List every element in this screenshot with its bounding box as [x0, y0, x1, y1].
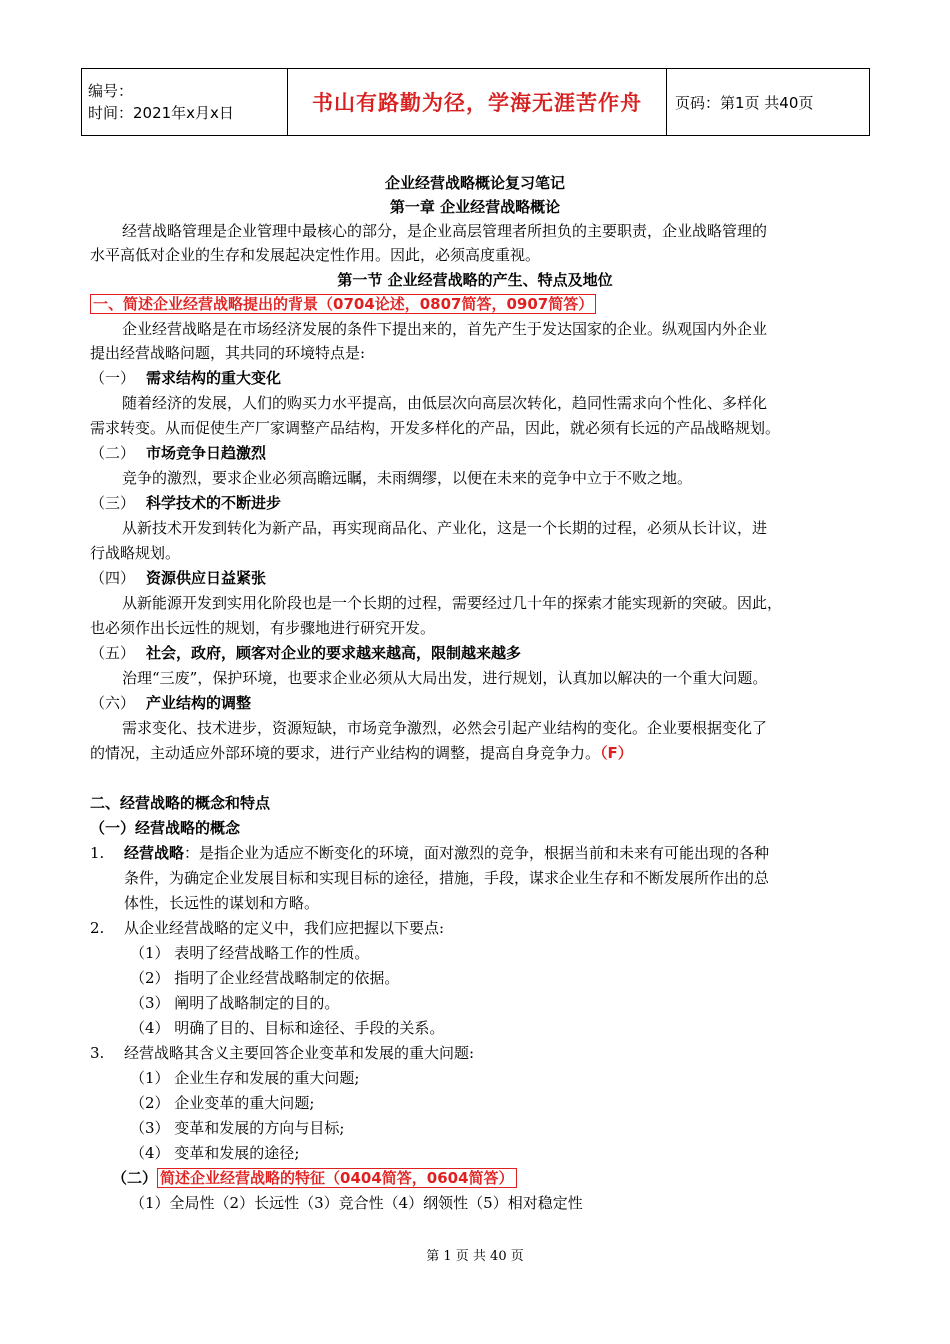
time-label: 时间：2021年x月x日: [88, 104, 234, 122]
answer-mark: （F）: [600, 744, 633, 762]
doc-title: 企业经营战略概论复习笔记: [384, 174, 565, 192]
subsection-3-number: （三）: [90, 494, 136, 512]
item-3-point-1: （1） 企业生存和发展的重大问题;: [130, 1069, 360, 1087]
item-1-definition: ：是指企业为适应不断变化的环境，面对激烈的竞争，根据当前和未来有可能出现的各种: [184, 844, 770, 862]
subsection-1-line-1: 随着经济的发展，人们的购买力水平提高，由低层次向高层次转化，趋同性需求向个性化、多样化: [122, 394, 768, 412]
item-1-term: 经营战略: [124, 844, 185, 862]
paragraph-1-line-1: 企业经营战略是在市场经济发展的条件下提出来的，首先产生于发达国家的企业。纵观国内外企业: [122, 320, 768, 338]
question-2-sub-1: （一）经营战略的概念: [90, 819, 241, 837]
intro-line-2: 水平高低对企业的生存和发展起决定性作用。因此，必须高度重视。: [90, 246, 541, 264]
features-list: （1）全局性（2）长远性（3）竞合性（4）纲领性（5）相对稳定性: [130, 1194, 583, 1212]
subsection-1-number: （一）: [90, 369, 136, 387]
item-2-point-1: （1） 表明了经营战略工作的性质。: [130, 944, 370, 962]
item-3-point-4: （4） 变革和发展的途径;: [130, 1144, 300, 1162]
item-2-number: 2.: [90, 919, 105, 937]
subsection-3-title: 科学技术的不断进步: [146, 494, 282, 512]
header-motto: 书山有路勤为径，学海无涯苦作舟: [288, 69, 667, 136]
subsection-5-title: 社会，政府，顾客对企业的要求越来越高，限制越来越多: [146, 644, 522, 662]
question-2-heading: 二、经营战略的概念和特点: [90, 794, 271, 812]
subsection-1-title: 需求结构的重大变化: [146, 369, 282, 387]
subsection-2-title: 市场竞争日趋激烈: [146, 444, 267, 462]
chapter-title: 第一章 企业经营战略概论: [389, 198, 561, 216]
subsection-4-line-2: 也必须作出长远性的规划，有步骤地进行研究开发。: [90, 619, 436, 637]
item-1-line-3: 体性，长远性的谋划和方略。: [124, 894, 320, 912]
subsection-5-number: （五）: [90, 644, 136, 662]
subsection-6-line-2-text: 的情况，主动适应外部环境的要求，进行产业结构的调整，提高自身竞争力。: [90, 744, 601, 762]
subsection-3-line-2: 行战略规划。: [90, 544, 181, 562]
section-title: 第一节 企业经营战略的产生、特点及地位: [337, 271, 613, 289]
question-2-sub-2: [112, 1166, 517, 1190]
header-meta: [82, 69, 288, 136]
question-2-sub-2-number: （二）: [112, 1169, 158, 1187]
subsection-2-number: （二）: [90, 444, 136, 462]
item-3-number: 3.: [90, 1044, 105, 1062]
intro-line-1: 经营战略管理是企业管理中最核心的部分，是企业高层管理者所担负的主要职责，企业战略管理的: [122, 222, 768, 240]
item-2-text: 从企业经营战略的定义中，我们应把握以下要点:: [124, 919, 445, 937]
paragraph-1-line-2: 提出经营战略问题，其共同的环境特点是:: [90, 344, 366, 362]
header-table: [81, 68, 870, 136]
item-2-point-2: （2） 指明了企业经营战略制定的依据。: [130, 969, 400, 987]
subsection-2-line-1: 竞争的激烈，要求企业必须高瞻远瞩，未雨绸缪，以便在未来的竞争中立于不败之地。: [122, 469, 693, 487]
question-1-heading: [90, 292, 596, 316]
subsection-6-number: （六）: [90, 694, 136, 712]
subsection-4-title: 资源供应日益紧张: [146, 569, 267, 587]
item-3-text: 经营战略其含义主要回答企业变革和发展的重大问题:: [124, 1044, 475, 1062]
question-2-sub-2-title: 简述企业经营战略的特征（0404简答，0604简答）: [157, 1168, 517, 1188]
subsection-4-line-1: 从新能源开发到实用化阶段也是一个长期的过程，需要经过几十年的探索才能实现新的突破。因此，: [122, 594, 783, 612]
subsection-5-line-1: 治理“三废”，保护环境，也要求企业必须从大局出发，进行规划，认真加以解决的一个重大问题。: [122, 669, 768, 687]
page-footer: 第 1 页 共 40 页: [426, 1249, 524, 1264]
subsection-6-line-1: 需求变化、技术进步，资源短缺，市场竞争激烈，必然会引起产业结构的变化。企业要根据变化了: [122, 719, 768, 737]
item-3-point-3: （3） 变革和发展的方向与目标;: [130, 1119, 345, 1137]
subsection-3-line-1: 从新技术开发到转化为新产品，再实现商品化、产业化，这是一个长期的过程，必须从长计议，进: [122, 519, 768, 537]
number-label: 编号：: [88, 82, 134, 100]
item-2-point-3: （3） 阐明了战略制定的目的。: [130, 994, 340, 1012]
item-1-line-2: 条件，为确定企业发展目标和实现目标的途径，措施，手段，谋求企业生存和不断发展所作出的总: [124, 869, 770, 887]
question-1-text: 一、简述企业经营战略提出的背景（0704论述，0807简答，0907简答）: [90, 294, 596, 314]
subsection-6-line-2: [90, 741, 633, 765]
header-page-label: 页码：第1页 共40页: [667, 69, 870, 136]
item-1-number: 1.: [90, 844, 105, 862]
item-3-point-2: （2） 企业变革的重大问题;: [130, 1094, 315, 1112]
subsection-1-line-2: 需求转变。从而促使生产厂家调整产品结构，开发多样化的产品，因此，就必须有长远的产品战略规划。: [90, 419, 781, 437]
item-2-point-4: （4） 明确了目的、目标和途径、手段的关系。: [130, 1019, 445, 1037]
subsection-4-number: （四）: [90, 569, 136, 587]
item-1-line-1: [124, 841, 769, 865]
subsection-6-title: 产业结构的调整: [146, 694, 252, 712]
